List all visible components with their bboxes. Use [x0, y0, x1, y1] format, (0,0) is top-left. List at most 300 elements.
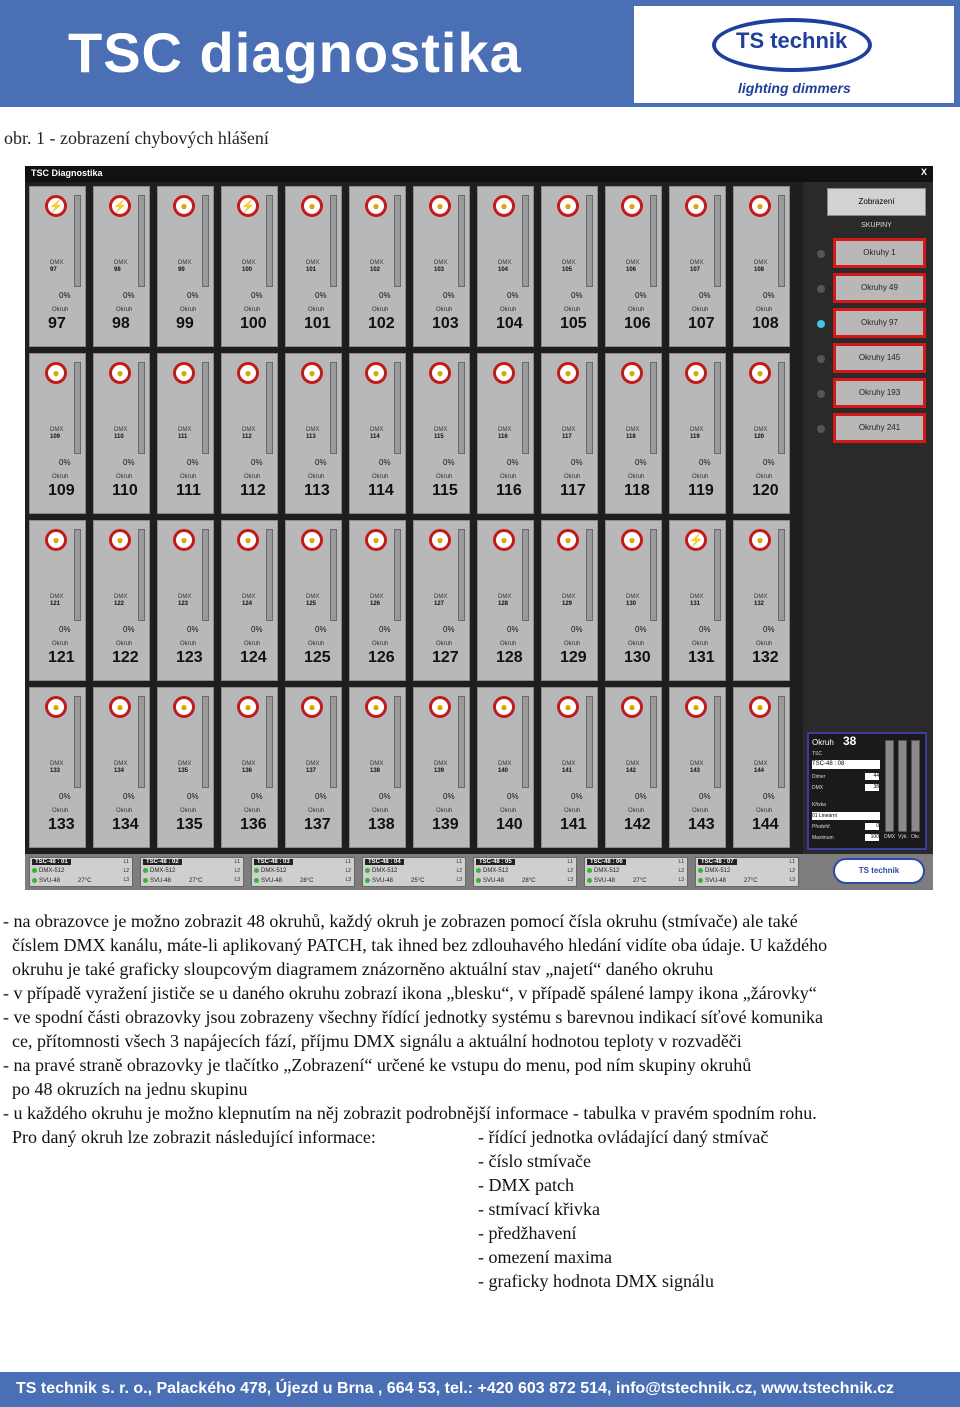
channel-tile[interactable] [157, 687, 214, 848]
channel-tile[interactable] [157, 353, 214, 514]
channel-tile[interactable] [541, 353, 598, 514]
okruh-label: Okruh [564, 808, 581, 814]
lamp-fault-icon [557, 696, 579, 718]
unit-name: TSC-48 : 02 [143, 859, 182, 865]
fault-glyph: ⚡ [112, 199, 128, 213]
dmx-label: DMX [434, 594, 448, 600]
channel-tile[interactable] [605, 353, 662, 514]
level-percent: 0% [123, 291, 135, 300]
info-list-item: - omezení maxima [478, 1247, 612, 1267]
fault-glyph: ● [244, 700, 252, 714]
group-button[interactable]: Okruhy 1 [833, 238, 926, 268]
dmx-value: 134 [114, 768, 125, 774]
phase-label: L1 [345, 859, 351, 865]
okruh-label: Okruh [436, 808, 453, 814]
okruh-number: 97 [48, 315, 66, 332]
phase-label: L2 [345, 868, 351, 874]
lamp-fault-icon [173, 529, 195, 551]
group-item[interactable] [817, 413, 926, 447]
lamp-fault-icon [685, 362, 707, 384]
group-indicator [817, 355, 825, 363]
control-unit[interactable] [362, 857, 466, 887]
dmx-value: 123 [178, 601, 189, 607]
group-item[interactable] [817, 378, 926, 412]
unit-line-label: SVU-48 [705, 878, 727, 885]
dmx-value: 107 [690, 267, 701, 273]
body-line: po 48 okruzích na jednu skupinu [12, 1079, 248, 1099]
dmx-value: 120 [754, 434, 765, 440]
okruh-label: Okruh [244, 641, 261, 647]
phase-label: L1 [567, 859, 573, 865]
okruh-number: 110 [112, 482, 138, 499]
level-percent: 0% [315, 792, 327, 801]
dmx-label: DMX [50, 427, 64, 433]
lamp-fault-icon [557, 195, 579, 217]
okruh-label: Okruh [756, 641, 773, 647]
group-button[interactable]: Okruhy 241 [833, 413, 926, 443]
okruh-number: 136 [240, 816, 267, 833]
window-titlebar [25, 166, 933, 182]
dmx-label: DMX [242, 761, 256, 767]
level-percent: 0% [763, 792, 775, 801]
info-bar-label: DMX [884, 834, 896, 840]
dmx-label: DMX [178, 427, 192, 433]
channel-tile[interactable] [93, 353, 150, 514]
fault-glyph: ● [500, 366, 508, 380]
level-percent: 0% [123, 792, 135, 801]
unit-temperature: 28°C [300, 878, 314, 884]
dmx-value: 119 [690, 434, 700, 440]
dmx-value: 127 [434, 601, 445, 607]
group-button[interactable]: Okruhy 97 [833, 308, 926, 338]
control-unit[interactable] [29, 857, 133, 887]
fault-glyph: ● [308, 199, 316, 213]
zobrazeni-button[interactable]: Zobrazení [827, 188, 926, 216]
control-unit[interactable] [140, 857, 244, 887]
fault-glyph: ● [628, 700, 636, 714]
okruh-number: 118 [624, 482, 650, 499]
info-okruh-value: 38 [843, 734, 857, 748]
body-line: ce, přítomnosti všech 3 napájecích fází, příjmu DMX signálu a aktuální hodnotou teploty v rozvaděči [12, 1031, 742, 1051]
unit-name: TSC-48 : 07 [698, 859, 737, 865]
lamp-fault-icon [429, 195, 451, 217]
dmx-label: DMX [370, 761, 384, 767]
info-dmx-bar [885, 740, 894, 832]
unit-dmx-label: DMX-512 [39, 868, 65, 875]
lamp-fault-icon [749, 696, 771, 718]
okruh-label: Okruh [628, 641, 645, 647]
control-unit[interactable] [251, 857, 355, 887]
dmx-label: DMX [690, 427, 704, 433]
info-row-value: 100 [865, 834, 879, 841]
dmx-label: DMX [562, 260, 576, 266]
dmx-label: DMX [242, 594, 256, 600]
okruh-label: Okruh [372, 808, 389, 814]
okruh-number: 107 [688, 315, 715, 332]
okruh-number: 104 [496, 315, 523, 332]
unit-dmx-status [698, 868, 730, 874]
dmx-label: DMX [498, 594, 512, 600]
lamp-fault-icon [109, 696, 131, 718]
group-button[interactable]: Okruhy 49 [833, 273, 926, 303]
channel-tile[interactable] [605, 520, 662, 681]
channel-tile[interactable] [349, 186, 406, 347]
level-bar [266, 529, 273, 621]
dmx-value: 140 [498, 768, 509, 774]
control-unit[interactable] [695, 857, 799, 887]
channel-tile[interactable] [477, 186, 534, 347]
channel-tile[interactable] [221, 520, 278, 681]
channel-tile[interactable] [477, 687, 534, 848]
dmx-value: 113 [306, 434, 316, 440]
breaker-fault-icon [109, 195, 131, 217]
channel-grid [25, 182, 803, 854]
channel-tile[interactable] [93, 687, 150, 848]
phase-label: L3 [789, 877, 795, 883]
channel-tile[interactable] [541, 687, 598, 848]
dmx-value: 101 [306, 267, 317, 273]
channel-tile[interactable] [477, 353, 534, 514]
info-row-label: Dimer [812, 774, 826, 780]
okruh-label: Okruh [244, 474, 261, 480]
level-percent: 0% [699, 458, 711, 467]
diagnostics-screenshot [25, 166, 933, 890]
status-dot [587, 878, 592, 883]
channel-tile[interactable] [93, 186, 150, 347]
okruh-number: 128 [496, 649, 523, 666]
okruh-label: Okruh [628, 808, 645, 814]
channel-tile[interactable] [157, 520, 214, 681]
fault-glyph: ● [308, 366, 316, 380]
level-bar [714, 362, 721, 454]
dmx-label: DMX [50, 260, 64, 266]
okruh-number: 122 [112, 649, 139, 666]
dmx-label: DMX [626, 260, 640, 266]
dmx-label: DMX [562, 427, 576, 433]
channel-tile[interactable] [285, 520, 342, 681]
level-bar [586, 195, 593, 287]
channel-tile[interactable] [413, 687, 470, 848]
okruh-number: 132 [752, 649, 779, 666]
dmx-value: 106 [626, 267, 637, 273]
info-row-label: DMX [812, 785, 824, 791]
dmx-value: 139 [434, 768, 445, 774]
group-item[interactable] [817, 238, 926, 272]
status-dot [254, 878, 259, 883]
level-percent: 0% [123, 458, 135, 467]
dmx-value: 100 [242, 267, 253, 273]
dmx-value: 105 [562, 267, 573, 273]
level-bar [330, 195, 337, 287]
channel-tile[interactable] [29, 687, 86, 848]
dmx-label: DMX [370, 594, 384, 600]
dmx-label: DMX [434, 761, 448, 767]
okruh-number: 142 [624, 816, 651, 833]
level-bar [394, 529, 401, 621]
fault-glyph: ● [500, 533, 508, 547]
control-unit[interactable] [473, 857, 577, 887]
status-dot [698, 868, 703, 873]
level-bar [714, 195, 721, 287]
okruh-label: Okruh [500, 307, 517, 313]
unit-name: TSC-48 : 05 [476, 859, 515, 865]
fault-glyph: ● [436, 533, 444, 547]
dmx-value: 98 [114, 267, 121, 273]
okruh-number: 111 [176, 482, 201, 499]
level-bar [778, 362, 785, 454]
lamp-fault-icon [173, 195, 195, 217]
unit-dmx-status [476, 868, 508, 874]
unit-dmx-status [587, 868, 619, 874]
channel-tile[interactable] [541, 186, 598, 347]
okruh-number: 135 [176, 816, 203, 833]
channel-tile[interactable] [221, 186, 278, 347]
channel-tile[interactable] [157, 186, 214, 347]
breaker-fault-icon [685, 529, 707, 551]
channel-tile[interactable] [221, 687, 278, 848]
channel-tile[interactable] [605, 186, 662, 347]
dmx-label: DMX [498, 761, 512, 767]
lamp-fault-icon [109, 362, 131, 384]
body-line: - na pravé straně obrazovky je tlačítko „Zobrazení“ určené ke vstupu do menu, pod ním skupiny okruhů [3, 1055, 752, 1075]
okruh-number: 117 [560, 482, 586, 499]
channel-tile[interactable] [221, 353, 278, 514]
dmx-label: DMX [242, 260, 256, 266]
level-percent: 0% [635, 291, 647, 300]
unit-temperature: 27°C [633, 878, 647, 884]
okruh-label: Okruh [564, 307, 581, 313]
level-percent: 0% [187, 458, 199, 467]
okruh-label: Okruh [628, 307, 645, 313]
level-percent: 0% [635, 792, 647, 801]
phase-label: L2 [678, 868, 684, 874]
status-dot [32, 878, 37, 883]
fault-glyph: ⚡ [688, 533, 704, 547]
lamp-fault-icon [749, 362, 771, 384]
okruh-number: 113 [304, 482, 330, 499]
unit-line-status [32, 878, 60, 884]
lamp-fault-icon [237, 696, 259, 718]
okruh-label: Okruh [116, 641, 133, 647]
level-percent: 0% [571, 625, 583, 634]
unit-line-label: SVU-48 [261, 878, 283, 885]
lamp-fault-icon [301, 195, 323, 217]
channel-tile[interactable] [733, 687, 790, 848]
dmx-value: 137 [306, 768, 317, 774]
channel-tile[interactable] [733, 353, 790, 514]
lamp-fault-icon [621, 696, 643, 718]
unit-dmx-label: DMX-512 [483, 868, 509, 875]
control-unit[interactable] [584, 857, 688, 887]
level-percent: 0% [187, 291, 199, 300]
level-percent: 0% [315, 625, 327, 634]
channel-info-panel [807, 732, 927, 850]
channel-tile[interactable] [605, 687, 662, 848]
level-bar [650, 362, 657, 454]
lamp-fault-icon [45, 696, 67, 718]
unit-name: TSC-48 : 06 [587, 859, 626, 865]
group-item[interactable] [817, 273, 926, 307]
channel-tile[interactable] [413, 186, 470, 347]
info-power-bar [898, 740, 907, 832]
info-list-item: - předžhavení [478, 1223, 577, 1243]
lamp-fault-icon [45, 362, 67, 384]
page-title: TSC diagnostika [68, 21, 522, 84]
phase-label: L1 [678, 859, 684, 865]
level-percent: 0% [123, 625, 135, 634]
channel-tile[interactable] [29, 186, 86, 347]
info-okruh-label: Okruh [812, 738, 834, 747]
level-bar [650, 696, 657, 788]
phase-label: L1 [789, 859, 795, 865]
channel-tile[interactable] [29, 353, 86, 514]
dmx-label: DMX [754, 427, 768, 433]
channel-tile[interactable] [669, 186, 726, 347]
fault-glyph: ● [692, 366, 700, 380]
channel-tile[interactable] [669, 353, 726, 514]
fault-glyph: ● [52, 533, 60, 547]
level-bar [650, 195, 657, 287]
okruh-label: Okruh [308, 808, 325, 814]
okruh-label: Okruh [692, 641, 709, 647]
dmx-value: 122 [114, 601, 125, 607]
channel-tile[interactable] [541, 520, 598, 681]
phase-label: L2 [456, 868, 462, 874]
phase-label: L1 [234, 859, 240, 865]
channel-tile[interactable] [733, 520, 790, 681]
channel-tile[interactable] [285, 186, 342, 347]
info-list-item: - řídící jednotka ovládající daný stmívač [478, 1127, 769, 1147]
fault-glyph: ⚡ [240, 199, 256, 213]
fault-glyph: ● [628, 366, 636, 380]
okruh-label: Okruh [180, 641, 197, 647]
level-percent: 0% [59, 458, 71, 467]
okruh-number: 143 [688, 816, 715, 833]
info-krivka-label: Křivka [812, 802, 826, 808]
okruh-number: 129 [560, 649, 587, 666]
fault-glyph: ● [436, 199, 444, 213]
channel-tile[interactable] [349, 687, 406, 848]
level-bar [202, 696, 209, 788]
level-percent: 0% [507, 458, 519, 467]
phase-label: L1 [123, 859, 129, 865]
level-percent: 0% [251, 291, 263, 300]
breaker-fault-icon [45, 195, 67, 217]
dmx-label: DMX [626, 761, 640, 767]
okruh-number: 139 [432, 816, 459, 833]
level-bar [202, 362, 209, 454]
fault-glyph: ● [52, 366, 60, 380]
unit-line-status [143, 878, 171, 884]
dmx-label: DMX [114, 761, 128, 767]
dmx-value: 109 [50, 434, 61, 440]
channel-tile[interactable] [413, 353, 470, 514]
dmx-label: DMX [178, 761, 192, 767]
fault-glyph: ● [436, 366, 444, 380]
channel-tile[interactable] [477, 520, 534, 681]
okruh-label: Okruh [116, 808, 133, 814]
close-icon[interactable]: X [920, 167, 927, 177]
okruh-label: Okruh [244, 307, 261, 313]
okruh-label: Okruh [308, 474, 325, 480]
dmx-label: DMX [690, 594, 704, 600]
logo-text: TS technik [736, 28, 848, 53]
info-row-value: 44 [865, 773, 879, 780]
group-item[interactable] [817, 343, 926, 377]
fault-glyph: ● [180, 199, 188, 213]
level-percent: 0% [251, 458, 263, 467]
small-logo: TS technik [833, 858, 925, 884]
channel-tile[interactable] [669, 520, 726, 681]
fault-glyph: ● [308, 700, 316, 714]
unit-dmx-label: DMX-512 [150, 868, 176, 875]
level-percent: 0% [251, 792, 263, 801]
channel-tile[interactable] [669, 687, 726, 848]
unit-line-status [587, 878, 615, 884]
lamp-fault-icon [301, 529, 323, 551]
okruh-label: Okruh [180, 307, 197, 313]
info-list-item: - číslo stmívače [478, 1151, 591, 1171]
unit-line-status [365, 878, 393, 884]
fault-glyph: ⚡ [48, 199, 64, 213]
channel-tile[interactable] [285, 687, 342, 848]
level-percent: 0% [59, 625, 71, 634]
lamp-fault-icon [109, 529, 131, 551]
channel-tile[interactable] [349, 520, 406, 681]
level-bar [138, 529, 145, 621]
dmx-value: 99 [178, 267, 185, 273]
level-bar [458, 696, 465, 788]
channel-tile[interactable] [93, 520, 150, 681]
lamp-fault-icon [429, 529, 451, 551]
breaker-fault-icon [237, 195, 259, 217]
channel-tile[interactable] [413, 520, 470, 681]
info-list-item: - stmívací křivka [478, 1199, 600, 1219]
group-button[interactable]: Okruhy 145 [833, 343, 926, 373]
dmx-label: DMX [370, 427, 384, 433]
channel-tile[interactable] [29, 520, 86, 681]
level-bar [330, 529, 337, 621]
unit-line-label: SVU-48 [483, 878, 505, 885]
fault-glyph: ● [116, 366, 124, 380]
lamp-fault-icon [237, 529, 259, 551]
channel-tile[interactable] [733, 186, 790, 347]
info-tsc-label: TSC [812, 751, 822, 757]
group-item[interactable] [817, 308, 926, 342]
level-bar [394, 696, 401, 788]
logo-subtitle: lighting dimmers [738, 80, 851, 96]
group-button[interactable]: Okruhy 193 [833, 378, 926, 408]
fault-glyph: ● [500, 700, 508, 714]
channel-tile[interactable] [349, 353, 406, 514]
dmx-label: DMX [306, 761, 320, 767]
fault-glyph: ● [116, 533, 124, 547]
okruh-label: Okruh [756, 474, 773, 480]
group-indicator [817, 320, 825, 328]
okruh-number: 105 [560, 315, 587, 332]
channel-tile[interactable] [285, 353, 342, 514]
level-percent: 0% [443, 291, 455, 300]
level-percent: 0% [699, 291, 711, 300]
phase-label: L2 [789, 868, 795, 874]
group-indicator [817, 425, 825, 433]
dmx-value: 128 [498, 601, 509, 607]
unit-line-label: SVU-48 [39, 878, 61, 885]
okruh-label: Okruh [628, 474, 645, 480]
okruh-label: Okruh [692, 307, 709, 313]
okruh-label: Okruh [436, 307, 453, 313]
body-line: Pro daný okruh lze zobrazit následující informace: [12, 1127, 376, 1147]
